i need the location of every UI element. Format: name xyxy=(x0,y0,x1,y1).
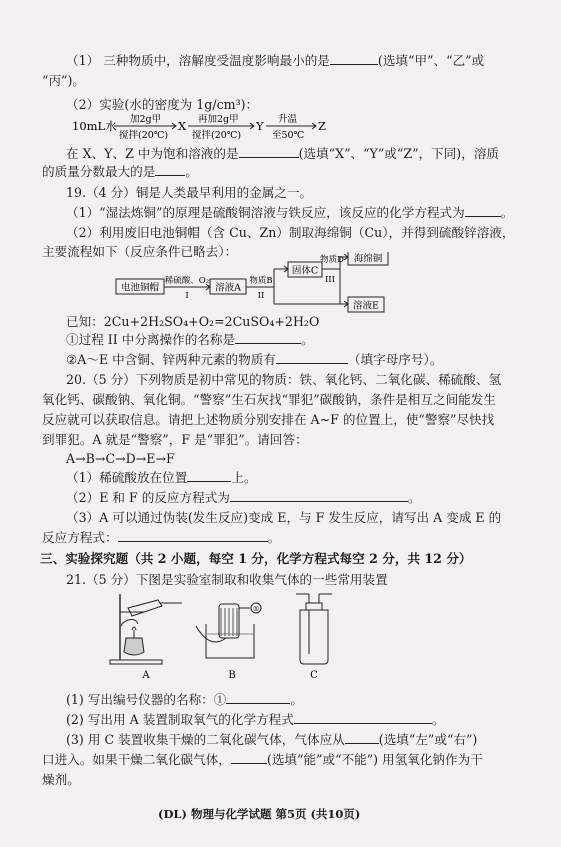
q20-sub2: （2）E 和 F 的反应方程式为 。 xyxy=(66,490,421,505)
flow-step1-top: 加2g甲 xyxy=(130,114,162,125)
answer-blank[interactable] xyxy=(226,691,290,704)
q18-part1-text: （1） 三种物质中，溶解度受温度影响最小的是 xyxy=(66,53,330,68)
q21-sub3-line3: 燥剂。 xyxy=(42,772,80,787)
diag-arrow3-bottom: III xyxy=(324,275,336,285)
answer-blank[interactable] xyxy=(230,489,408,502)
q18-experiment-flow xyxy=(72,112,362,142)
q19-part1: （1）“湿法炼铜”的原理是硫酸铜溶液与铁反应，该反应的化学方程式为 。 xyxy=(66,205,514,220)
q20-line1: 20.（5 分）下列物质是初中常见的物质：铁、氧化钙、二氧化碳、稀硫酸、氢 xyxy=(66,372,502,387)
apparatus-b xyxy=(196,603,261,658)
q21-sub1: (1) 写出编号仪器的名称：① 。 xyxy=(66,692,303,707)
flow-step3-bottom: 至50℃ xyxy=(272,130,305,141)
flow-Z: Z xyxy=(318,119,326,133)
answer-blank[interactable] xyxy=(330,52,378,65)
q20-sub3-line1: （3）A 可以通过伪装(发生反应)变成 E，与 F 发生反应，请写出 A 变成 E 的 xyxy=(66,510,502,525)
q20-sub3-line2: 反应方程式： 。 xyxy=(42,530,281,545)
flow-X: X xyxy=(178,119,187,133)
q18-part2-question: 在 X、Y、Z 中为饱和溶液的是 (选填“X”、“Y”或“Z”，下同)，溶质 xyxy=(66,146,500,161)
q21-title: 21.（5 分）下图是实验室制取和收集气体的一些常用装置 xyxy=(66,572,388,587)
q18-part2-title: （2）实验(水的密度为 1g/cm³)： xyxy=(66,97,259,112)
diag-box-solution-a: 溶液A xyxy=(215,282,241,294)
flow-step2-bottom: 搅拌(20℃) xyxy=(192,130,242,141)
label-a: A xyxy=(142,670,150,681)
q21-sub2: (2) 写出用 A 装置制取氧气的化学方程式 。 xyxy=(66,712,445,727)
q21-sub3-line2: 口进入。如果干燥二氧化碳气体， (选填“能”或“不能”) 用氢氧化钠作为干 xyxy=(42,752,483,767)
answer-blank[interactable] xyxy=(155,163,185,176)
q20-line4: 到罪犯。A 就是“警察”，F 是“罪犯”。请回答： xyxy=(42,432,308,447)
diag-box-solid-c: 固体C xyxy=(291,265,319,277)
diag-arrow1-top: 稀硫酸、O₂ xyxy=(164,276,210,286)
q19-known-equation: 已知：2Cu+2H₂SO₄+O₂=2CuSO₄+2H₂O xyxy=(66,314,320,329)
answer-blank[interactable] xyxy=(465,204,501,217)
q19-sub1: ①过程 II 中分离操作的名称是 。 xyxy=(66,332,314,347)
apparatus-a xyxy=(110,594,182,664)
diag-arrow2-top: 物质B xyxy=(249,276,273,286)
instrument-mark-1: ① xyxy=(252,605,260,613)
answer-blank[interactable] xyxy=(235,331,301,344)
section-3-title: 三、实验探究题（共 2 小题，每空 1 分，化学方程式每空 2 分，共 12 分） xyxy=(40,551,472,566)
q19-title: 19.（4 分）铜是人类最早利用的金属之一。 xyxy=(66,185,313,200)
q20-line3: 反应就可以获取信息。请把上述物质分别安排在 A~F 的位置上，使“警察”尽快找 xyxy=(42,412,495,427)
diag-arrow3-top: 物质D xyxy=(320,255,344,265)
flow-Y: Y xyxy=(256,119,264,133)
q18-part1-option: (选填“甲”、“乙”或 xyxy=(377,53,485,68)
answer-blank[interactable] xyxy=(187,469,231,482)
diag-box-solution-e: 溶液E xyxy=(353,300,379,312)
q20-chain: A→B→C→D→E→F xyxy=(66,451,175,466)
answer-blank[interactable] xyxy=(276,351,348,364)
apparatus-c xyxy=(296,594,332,664)
flow-step2-top: 再加2g甲 xyxy=(198,114,239,125)
q19-part2-line1: （2）利用废旧电池铜帽（含 Cu、Zn）制取海绵铜（Cu），并得到硫酸锌溶液， xyxy=(66,225,515,240)
q18-part2-question-tail: 的质量分数最大的是 。 xyxy=(42,164,198,179)
answer-blank[interactable] xyxy=(294,711,432,724)
q20-line2: 氧化钙、碳酸钠、氧化铜。“警察”生石灰找“罪犯”碳酸钠，条件是相互之间能发生 xyxy=(42,392,496,407)
q21-sub3-line1: (3) 用 C 装置收集干燥的二氧化碳气体，气体应从 (选填“左”或“右”) xyxy=(66,732,478,747)
q19-sub2: ②A～E 中含铜、锌两种元素的物质有 （填字母序号）。 xyxy=(66,352,443,367)
q19-part2-line2: 主要流程如下（反应条件已略去）： xyxy=(42,244,238,259)
answer-blank[interactable] xyxy=(118,529,268,542)
flow-step1-bottom: 搅拌(20℃) xyxy=(119,130,169,141)
flow-start: 10mL水 xyxy=(72,119,117,133)
q18-part1-line xyxy=(66,52,484,69)
label-b: B xyxy=(228,670,236,681)
diag-arrow2-bottom: II xyxy=(257,291,265,301)
answer-blank[interactable] xyxy=(239,145,299,158)
page-footer: (DL) 物理与化学试题 第5页 (共10页) xyxy=(158,807,361,821)
diag-arrow1-bottom: I xyxy=(185,291,189,301)
diag-box-battery-cap: 电池铜帽 xyxy=(120,282,160,294)
answer-blank[interactable] xyxy=(345,731,379,744)
q20-sub1: （1）稀硫酸放在位置 上。 xyxy=(66,470,257,485)
answer-blank[interactable] xyxy=(231,751,267,764)
q19-process-flow xyxy=(114,252,414,322)
q21-apparatus-figure xyxy=(100,590,360,682)
q18-part1-option-tail: “丙”)。 xyxy=(42,73,85,88)
flow-step3-top: 升温 xyxy=(278,114,298,125)
diag-box-sponge-copper: 海绵铜 xyxy=(353,253,383,265)
label-c: C xyxy=(310,670,318,681)
